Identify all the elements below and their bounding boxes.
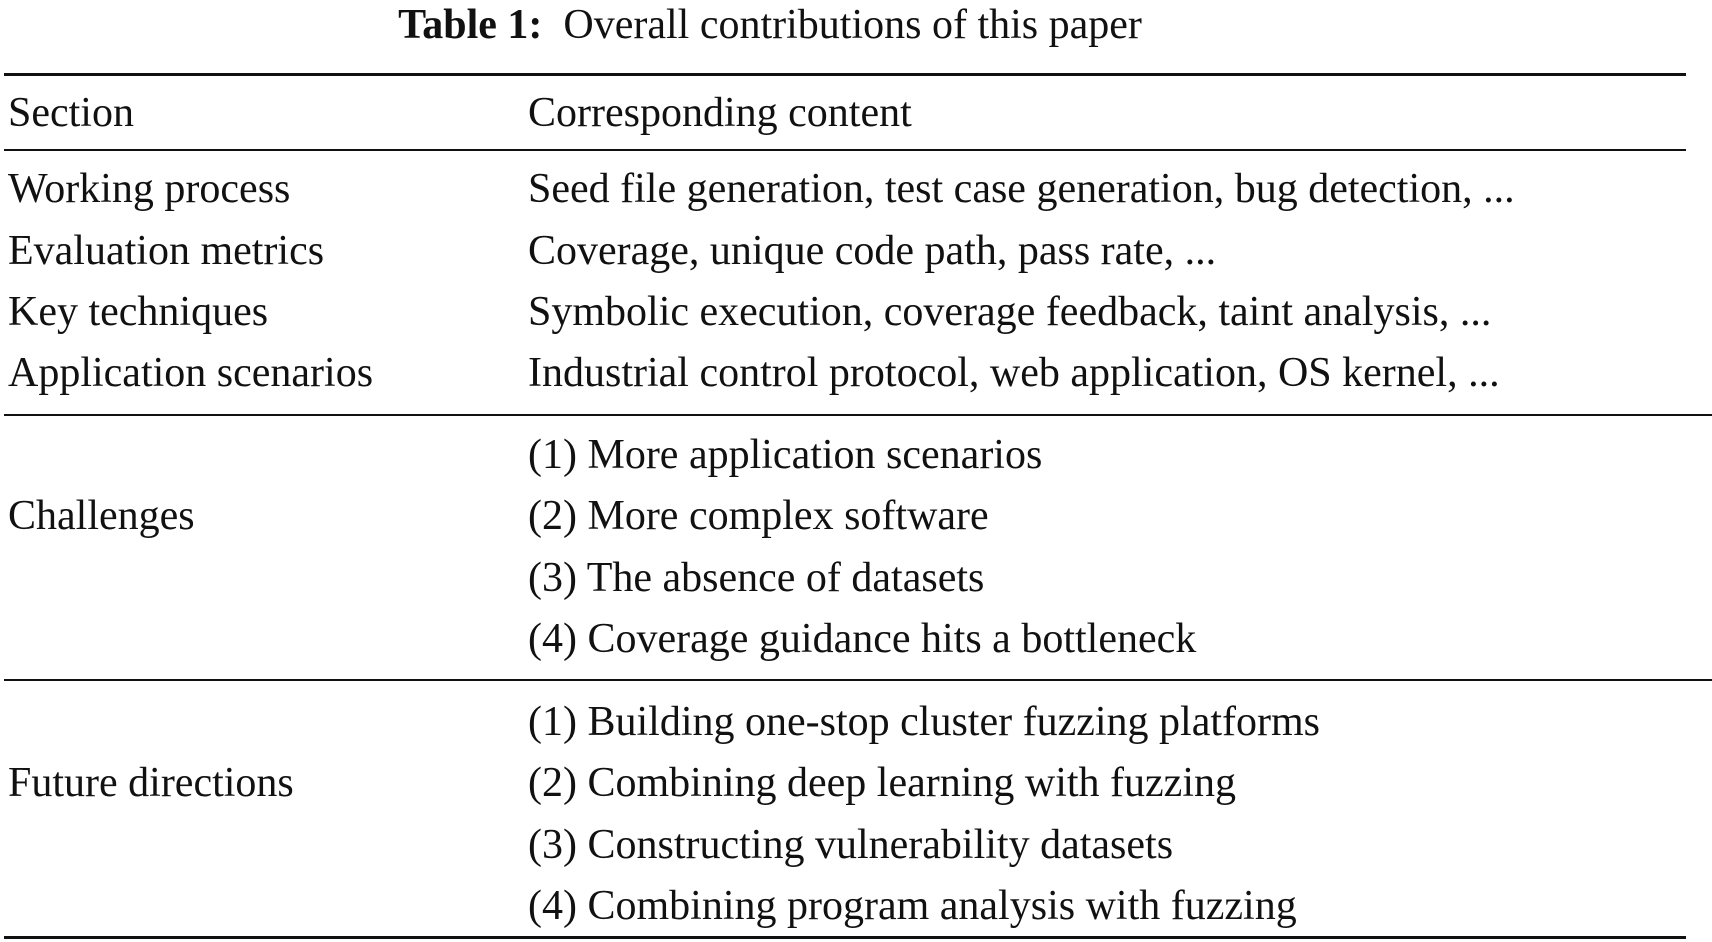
bottom-rule — [4, 936, 1686, 939]
caption-label: Table 1: — [398, 2, 543, 48]
list-item: (4) Combining program analysis with fuzzing — [528, 883, 1297, 929]
table-caption — [0, 0, 1540, 50]
group-rule — [4, 414, 1712, 416]
row-content: Coverage, unique code path, pass rate, ... — [528, 228, 1217, 274]
header-section: Section — [8, 90, 134, 136]
group-rule — [4, 679, 1712, 681]
list-item: (1) Building one-stop cluster fuzzing platforms — [528, 699, 1320, 745]
row-content: Seed file generation, test case generation, bug detection, ... — [528, 166, 1515, 212]
row-section: Key techniques — [8, 289, 269, 335]
list-item: (4) Coverage guidance hits a bottleneck — [528, 616, 1197, 662]
row-section: Working process — [8, 166, 291, 212]
row-section: Future directions — [8, 760, 294, 806]
top-rule — [4, 73, 1686, 76]
row-content: Industrial control protocol, web application, OS kernel, ... — [528, 350, 1500, 396]
caption-text: Overall contributions of this paper — [563, 2, 1142, 48]
row-section: Application scenarios — [8, 350, 374, 396]
list-item: (3) The absence of datasets — [528, 555, 985, 601]
list-item: (2) More complex software — [528, 493, 989, 539]
row-section: Evaluation metrics — [8, 228, 325, 274]
list-item: (2) Combining deep learning with fuzzing — [528, 760, 1236, 806]
list-item: (1) More application scenarios — [528, 432, 1043, 478]
header-content: Corresponding content — [528, 90, 912, 136]
row-section: Challenges — [8, 493, 195, 539]
header-rule — [4, 149, 1686, 151]
list-item: (3) Constructing vulnerability datasets — [528, 822, 1174, 868]
row-content: Symbolic execution, coverage feedback, taint analysis, ... — [528, 289, 1492, 335]
